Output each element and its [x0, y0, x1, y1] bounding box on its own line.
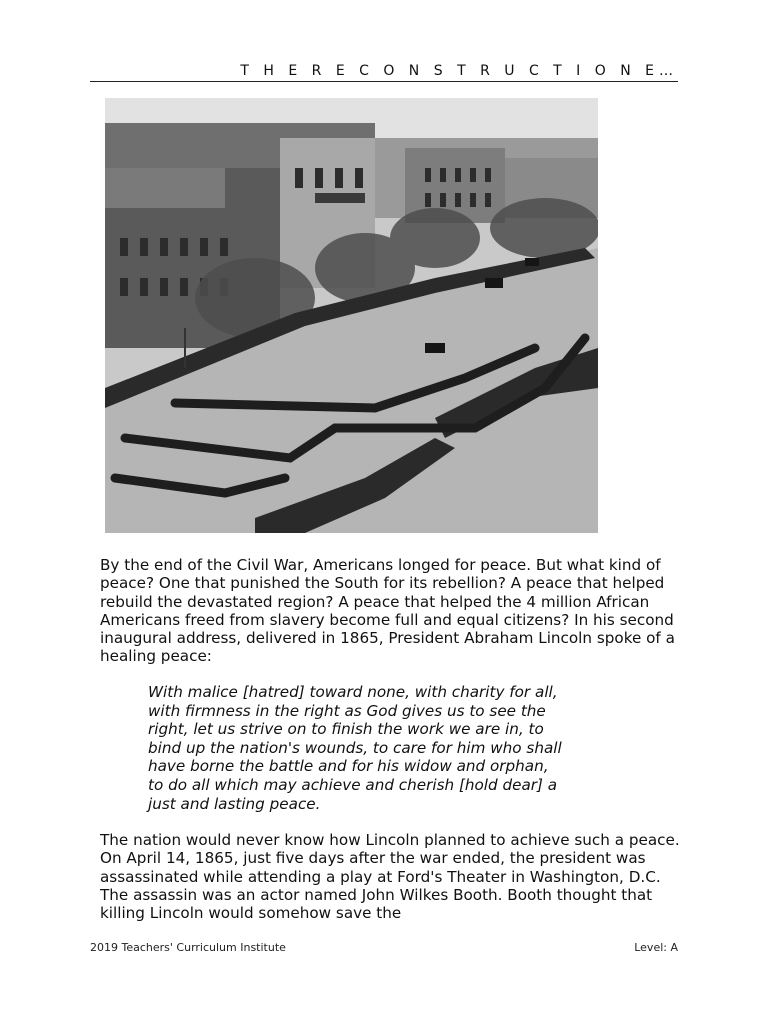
lincoln-quote: With malice [hatred] toward none, with charity for all, with firmness in the right as God gives us to see the right, let us strive on to finish the work we are in, to bind up the nation's wounds, to care for him who shall have borne the battle and for his widow and orphan, to do all which may achieve and cherish [hold dear] a just and lasting peace. — [148, 683, 562, 813]
body-paragraph-1: By the end of the Civil War, Americans longed for peace. But what kind of peace? One that punished the South for its rebellion? A peace that helped rebuild the devastated region? A peace that helped the 4 million African Americans freed from slavery become full and equal citizens? In his second inaugural address, delivered in 1865, President Abraham Lincoln spoke of a healing peace: — [100, 556, 675, 666]
footer-copyright: 2019 Teachers' Curriculum Institute — [90, 941, 286, 954]
parade-photograph — [105, 98, 598, 533]
body-paragraph-2: The nation would never know how Lincoln planned to achieve such a peace. On April 14, 1865, just five days after the war ended, the president was assassinated while attending a play at Ford's Theater in Washington, D.C. The assassin was an actor named John Wilkes Booth. Booth thought that killing Lincoln would somehow save the — [100, 831, 680, 923]
header-divider — [90, 81, 678, 82]
footer-level: Level: A — [634, 941, 678, 954]
running-header-title: T H E R E C O N S T R U C T I O N E… — [240, 63, 678, 79]
